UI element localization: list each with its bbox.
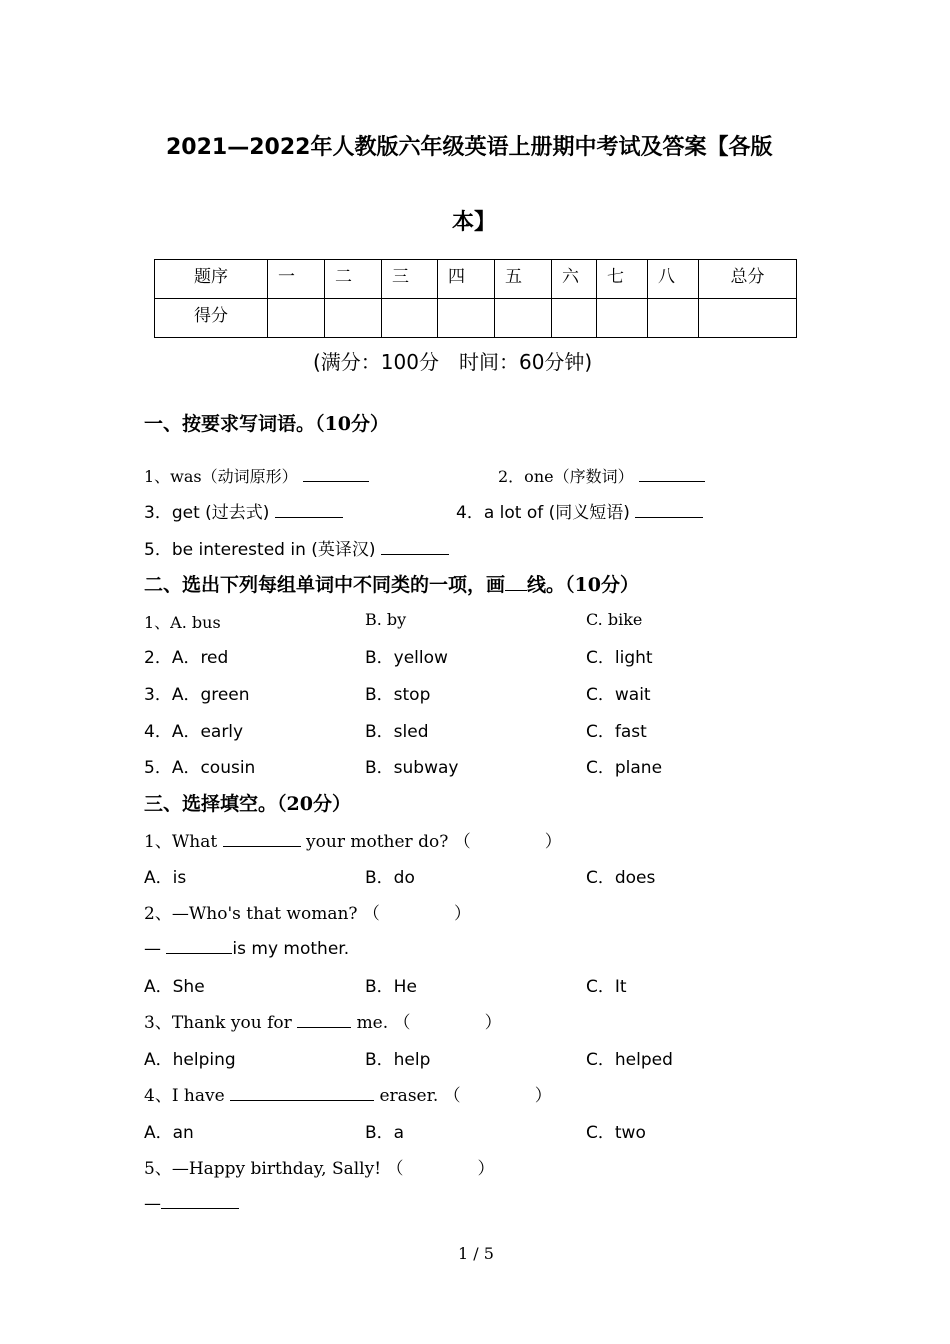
- s3-q3-c: C．helped: [586, 1050, 673, 1070]
- section3-heading: 三、选择填空。（20分）: [144, 793, 351, 815]
- s1-q4: [456, 498, 703, 523]
- s3-q2-text: 2、—Who's that woman? （: [144, 904, 380, 924]
- s2-r5-b: B．subway: [365, 758, 459, 778]
- s3-q1: [144, 827, 562, 852]
- s1-q1-text: 1、was（动词原形）: [144, 467, 298, 486]
- header-cell: 七: [597, 260, 648, 299]
- s3-q2-reply-pre: —: [144, 939, 161, 959]
- score-cell: [325, 299, 382, 338]
- s3-q2: [144, 899, 471, 924]
- underline-mark: [505, 571, 527, 591]
- s3-q4-a: A．an: [144, 1123, 194, 1143]
- s3-q1-post: your mother do? （: [306, 832, 471, 852]
- s3-q5-close: ）: [477, 1159, 495, 1179]
- section2-heading-b: 线。（10分）: [527, 574, 639, 596]
- header-cell: 题序: [155, 260, 268, 299]
- s3-q1-a: A．is: [144, 868, 187, 888]
- section2-heading: [144, 570, 639, 597]
- s2-r4-b: B．sled: [365, 722, 429, 742]
- score-cell: [597, 299, 648, 338]
- s3-q3-pre: 3、Thank you for: [144, 1013, 292, 1033]
- header-cell: 六: [552, 260, 597, 299]
- s3-q4-c: C．two: [586, 1123, 646, 1143]
- s3-q5: [144, 1154, 494, 1179]
- header-cell: 八: [648, 260, 699, 299]
- s1-q3-text: 3．get (过去式): [144, 503, 270, 523]
- score-table-header-row: [155, 260, 797, 299]
- section1-heading: 一、按要求写词语。（10分）: [144, 413, 389, 435]
- score-cell: [552, 299, 597, 338]
- score-cell: [382, 299, 438, 338]
- s1-q5: [144, 535, 449, 560]
- s3-q1-close: ）: [544, 832, 562, 852]
- header-cell: 二: [325, 260, 382, 299]
- s2-r5-a: 5．A．cousin: [144, 758, 256, 778]
- answer-blank[interactable]: [223, 829, 301, 847]
- s2-r1-b: B. by: [365, 610, 407, 629]
- s1-q5-text: 5．be interested in (英译汉): [144, 540, 376, 560]
- header-cell: 四: [438, 260, 495, 299]
- s3-q4-pre: 4、I have: [144, 1086, 225, 1106]
- s3-q5-reply: [144, 1191, 239, 1214]
- s3-q5-text: 5、—Happy birthday, Sally! （: [144, 1159, 404, 1179]
- s3-q4-close: ）: [534, 1086, 552, 1106]
- s2-r2-a: 2．A．red: [144, 648, 229, 668]
- s3-q3-a: A．helping: [144, 1050, 236, 1070]
- row-label: 得分: [155, 299, 268, 338]
- s3-q1-pre: 1、What: [144, 832, 218, 852]
- s1-q2: [498, 464, 705, 487]
- answer-blank[interactable]: [639, 465, 705, 482]
- s3-q3-b: B．help: [365, 1050, 431, 1070]
- s2-r1-a: 1、A. bus: [144, 613, 221, 632]
- s2-r4-a: 4．A．early: [144, 722, 244, 742]
- s3-q3: [144, 1008, 502, 1033]
- answer-blank[interactable]: [303, 465, 369, 482]
- s3-q2-b: B．He: [365, 977, 417, 997]
- answer-blank[interactable]: [381, 537, 449, 555]
- s3-q2-a: A．She: [144, 977, 205, 997]
- s3-q4-post: eraser. （: [379, 1086, 461, 1106]
- header-cell: 五: [495, 260, 552, 299]
- score-table-score-row: [155, 299, 797, 338]
- score-cell: [495, 299, 552, 338]
- s3-q2-c: C．It: [586, 977, 627, 997]
- s3-q1-c: C．does: [586, 868, 656, 888]
- s1-q2-text: 2．one（序数词）: [498, 467, 634, 486]
- s2-r3-b: B．stop: [365, 685, 431, 705]
- header-cell: 总分: [699, 260, 797, 299]
- score-table: [154, 259, 797, 338]
- s1-q1: [144, 464, 369, 487]
- header-cell: 三: [382, 260, 438, 299]
- exam-info: (满分：100分 时间：60分钟): [313, 350, 593, 374]
- answer-blank[interactable]: [635, 500, 703, 518]
- document-title: 2021—2022年人教版六年级英语上册期中考试及答案【各版: [166, 135, 773, 160]
- s3-q2-close: ）: [453, 904, 471, 924]
- score-cell: [648, 299, 699, 338]
- s3-q4: [144, 1081, 552, 1106]
- s2-r3-a: 3．A．green: [144, 685, 250, 705]
- answer-blank[interactable]: [166, 936, 232, 954]
- score-cell: [438, 299, 495, 338]
- s3-q3-post: me. （: [356, 1013, 411, 1033]
- s2-r5-c: C．plane: [586, 758, 663, 778]
- header-cell: 一: [268, 260, 325, 299]
- s3-q2-reply-post: is my mother.: [232, 939, 350, 959]
- s3-q4-b: B．a: [365, 1123, 405, 1143]
- score-cell: [268, 299, 325, 338]
- section2-heading-a: 二、选出下列每组单词中不同类的一项，画: [144, 574, 506, 596]
- s2-r4-c: C．fast: [586, 722, 647, 742]
- s3-q1-b: B．do: [365, 868, 415, 888]
- s3-q3-close: ）: [484, 1013, 502, 1033]
- score-cell: [699, 299, 797, 338]
- s1-q4-text: 4．a lot of (同义短语): [456, 503, 630, 523]
- answer-blank[interactable]: [230, 1083, 374, 1101]
- s1-q3: [144, 498, 343, 523]
- document-title-cont: 本】: [452, 210, 497, 235]
- s2-r2-b: B．yellow: [365, 648, 448, 668]
- s2-r3-c: C．wait: [586, 685, 651, 705]
- answer-blank[interactable]: [297, 1010, 351, 1028]
- answer-blank[interactable]: [275, 500, 343, 518]
- page-number: 1 / 5: [458, 1244, 494, 1263]
- s3-q2-reply: [144, 936, 349, 959]
- s2-r1-c: C. bike: [586, 610, 643, 629]
- s2-r2-c: C．light: [586, 648, 653, 668]
- answer-blank[interactable]: [161, 1191, 239, 1209]
- s3-q5-reply-dash: —: [144, 1194, 161, 1214]
